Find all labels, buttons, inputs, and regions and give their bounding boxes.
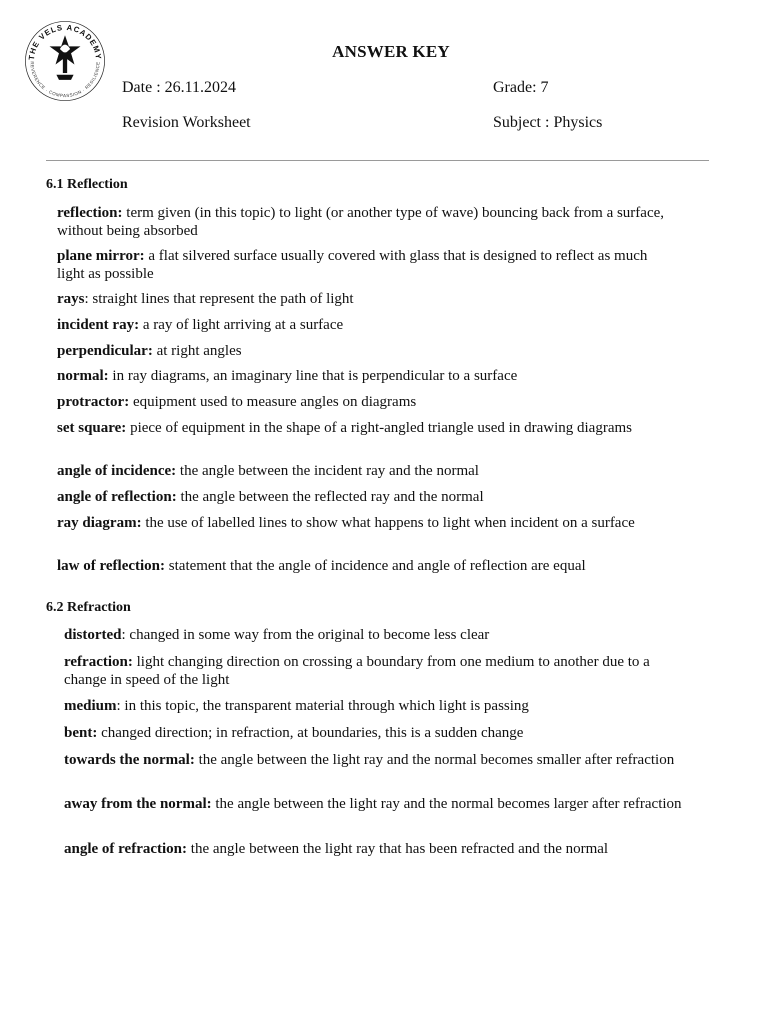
glossary-item — [64, 653, 694, 689]
grade-label: Grade: 7 — [493, 79, 549, 96]
glossary-term: away from the normal: — [64, 796, 212, 812]
glossary-item — [64, 795, 694, 813]
logo-ring-text-bottom: REVERENCE · COMPASSION · RESILIENCE — [29, 61, 101, 99]
date-label: Date : 26.11.2024 — [122, 79, 237, 96]
glossary-term: law of reflection: — [57, 558, 166, 574]
glossary-definition: : changed in some way from the original to become less clear — [121, 627, 490, 643]
section-title-refraction: 6.2 Refraction — [46, 600, 131, 615]
glossary-item — [64, 697, 694, 715]
glossary-definition: the angle between the light ray and the normal becomes smaller after refraction — [194, 752, 675, 768]
glossary-definition: the angle between the light ray and the normal becomes larger after refraction — [211, 796, 682, 812]
glossary-item — [57, 393, 677, 411]
section-title-reflection: 6.1 Reflection — [46, 177, 128, 192]
glossary-item — [64, 751, 694, 769]
glossary-item — [57, 488, 677, 506]
glossary-item — [57, 367, 677, 385]
glossary-term: angle of incidence: — [57, 463, 177, 479]
glossary-item — [57, 290, 677, 308]
glossary-term: refraction: — [64, 654, 133, 670]
glossary-definition: term given (in this topic) to light (or another type of wave) bouncing back from a surface, without being absorbed — [57, 205, 665, 239]
glossary-term: ray diagram: — [57, 515, 142, 531]
glossary-definition: light changing direction on crossing a boundary from one medium to another due to a change in speed of the light — [64, 654, 650, 688]
glossary-definition: at right angles — [152, 343, 242, 359]
glossary-item — [57, 514, 677, 532]
glossary-term: angle of reflection: — [57, 489, 177, 505]
glossary-definition: the angle between the incident ray and the normal — [176, 463, 479, 479]
glossary-term: towards the normal: — [64, 752, 195, 768]
glossary-definition: : in this topic, the transparent material through which light is passing — [116, 698, 529, 714]
glossary-item — [57, 247, 677, 283]
glossary-item — [57, 557, 677, 575]
glossary-definition: changed direction; in refraction, at boundaries, this is a sudden change — [97, 725, 524, 741]
glossary-term: plane mirror: — [57, 248, 145, 264]
glossary-item — [57, 462, 677, 480]
glossary-term: reflection: — [57, 205, 123, 221]
header-divider — [46, 160, 709, 161]
logo-ring-text-top: THE VELS ACADEMY — [26, 22, 104, 61]
glossary-definition: equipment used to measure angles on diagrams — [129, 394, 417, 410]
glossary-term: bent: — [64, 725, 98, 741]
glossary-item — [57, 342, 677, 360]
glossary-term: protractor: — [57, 394, 130, 410]
glossary-item — [57, 419, 677, 437]
subject-label: Subject : Physics — [493, 114, 603, 131]
glossary-definition: in ray diagrams, an imaginary line that is perpendicular to a surface — [108, 368, 518, 384]
glossary-item — [64, 626, 694, 644]
glossary-definition: the angle between the light ray that has been refracted and the normal — [187, 841, 609, 857]
glossary-definition: : straight lines that represent the path of light — [84, 291, 354, 307]
glossary-term: normal: — [57, 368, 109, 384]
glossary-definition: statement that the angle of incidence and angle of reflection are equal — [165, 558, 586, 574]
glossary-item — [57, 316, 677, 334]
glossary-term: angle of refraction: — [64, 841, 188, 857]
glossary-definition: piece of equipment in the shape of a right-angled triangle used in drawing diagrams — [126, 420, 632, 436]
glossary-term: distorted — [64, 627, 122, 643]
glossary-definition: a flat silvered surface usually covered with glass that is designed to reflect as much light as possible — [57, 248, 648, 282]
glossary-item — [64, 840, 694, 858]
glossary-term: set square: — [57, 420, 127, 436]
glossary-item — [57, 204, 677, 240]
glossary-definition: the angle between the reflected ray and the normal — [176, 489, 484, 505]
glossary-term: rays — [57, 291, 85, 307]
page-title: ANSWER KEY — [332, 42, 450, 61]
glossary-term: medium — [64, 698, 117, 714]
worksheet-label: Revision Worksheet — [122, 114, 251, 131]
glossary-term: incident ray: — [57, 317, 140, 333]
glossary-definition: a ray of light arriving at a surface — [139, 317, 344, 333]
glossary-definition: the use of labelled lines to show what happens to light when incident on a surface — [141, 515, 635, 531]
glossary-term: perpendicular: — [57, 343, 153, 359]
glossary-item — [64, 724, 694, 742]
